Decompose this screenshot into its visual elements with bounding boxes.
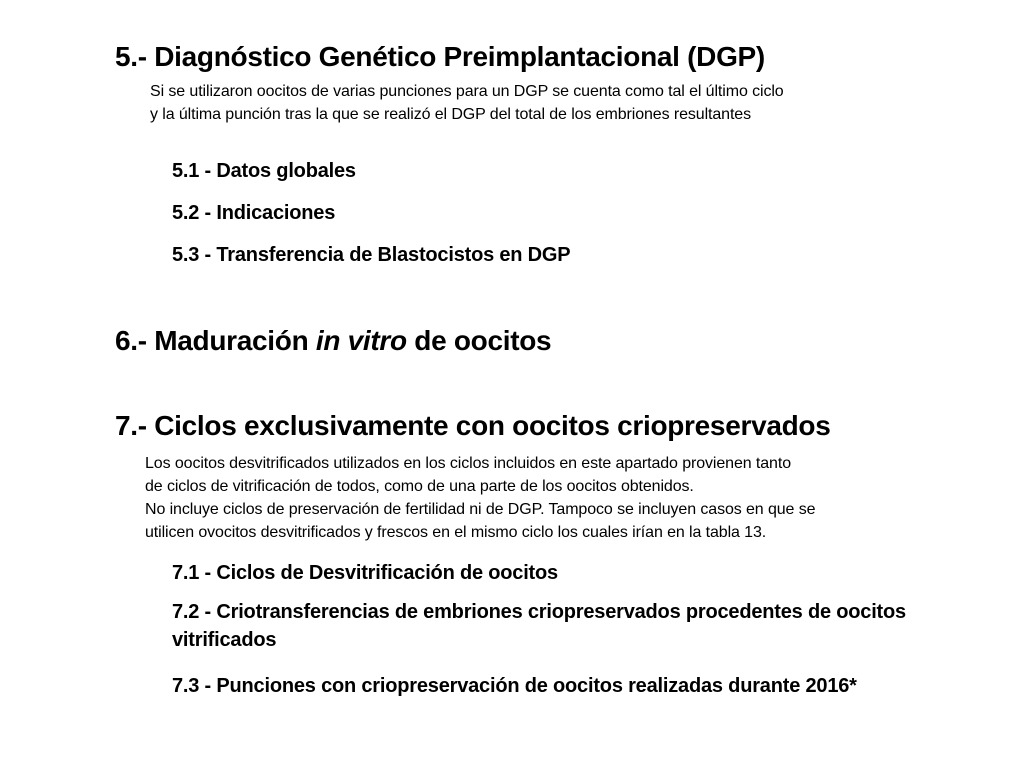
section-7-item-2: 7.2 - Criotransferencias de embriones criopreservados procedentes de oocitos vitrificados [172, 601, 906, 651]
section-7-note-line-4: utilicen ovocitos desvitrificados y frescos en el mismo ciclo los cuales irían en la tabla 13. [145, 524, 767, 541]
section-7-title: 7.- Ciclos exclusivamente con oocitos criopreservados [115, 410, 831, 441]
section-6-title [115, 324, 551, 358]
section-7-note-line-3: No incluye ciclos de preservación de fertilidad ni de DGP. Tampoco se incluyen casos en que se [145, 501, 816, 518]
section-7-note-line-1: Los oocitos desvitrificados utilizados en los ciclos incluidos en este apartado provienen tanto [145, 455, 791, 472]
section-6-title-prefix: 6.- Maduración [115, 325, 316, 356]
section-5-item-3: 5.3 - Transferencia de Blastocistos en DGP [172, 244, 571, 266]
section-5-note-line-2: y la última punción tras la que se realizó el DGP del total de los embriones resultantes [150, 106, 752, 123]
section-5-item-1: 5.1 - Datos globales [172, 160, 356, 182]
section-5-item-2: 5.2 - Indicaciones [172, 202, 336, 224]
section-5-note-line-1: Si se utilizaron oocitos de varias punciones para un DGP se cuenta como tal el último ciclo [150, 83, 784, 100]
section-7-item-3: 7.3 - Punciones con criopreservación de oocitos realizadas durante 2016* [172, 675, 857, 697]
section-6-title-suffix: de oocitos [406, 325, 552, 356]
section-7-note-line-2: de ciclos de vitrificación de todos, como de una parte de los oocitos obtenidos. [145, 478, 694, 495]
section-7-item-1: 7.1 - Ciclos de Desvitrificación de oocitos [172, 562, 558, 584]
section-6-title-italic: in vitro [315, 325, 407, 356]
section-5-title: 5.- Diagnóstico Genético Preimplantacional (DGP) [115, 41, 765, 72]
